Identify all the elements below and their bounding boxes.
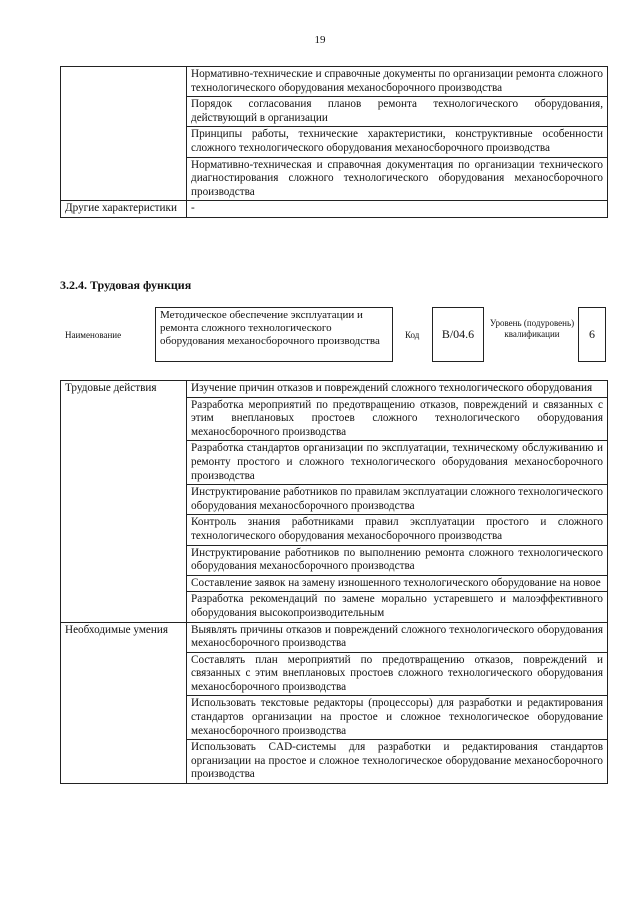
table-row [61,622,608,652]
function-name-value: Методическое обеспечение эксплуатации и ремонта сложного технологического оборудования механосборочного производства [155,307,393,362]
table-cell-empty [61,67,187,201]
knowledge-table [60,66,608,218]
labor-action-item: Инструктирование работников по выполнению ремонта сложного технологического оборудования механосборочного производства [187,545,608,575]
other-characteristics-value: - [187,201,608,218]
labor-action-item: Разработка стандартов организации по эксплуатации, техническому обслуживанию и ремонту простого и сложного технологического оборудования механосборочного производства [187,441,608,485]
other-characteristics-label: Другие характеристики [61,201,187,218]
table-cell: Нормативно-техническая и справочная документация по организации технического диагностирования сложного технологического оборудования механосборочного производства [187,157,608,201]
table-row [61,201,608,218]
code-label: Код [405,330,420,340]
qualification-level-value: 6 [578,307,606,362]
skill-item: Использовать CAD-системы для разработки и редактирования стандартов организации на простое и сложное технологическое оборудование механосборочного производства [187,740,608,784]
section-heading: 3.2.4. Трудовая функция [60,278,192,292]
labor-action-item: Разработка рекомендаций по замене морально устаревшего и малоэффективного оборудования высокопроизводительным [187,592,608,622]
labor-action-item: Составление заявок на замену изношенного технологического оборудование на новое [187,575,608,592]
skills-label: Необходимые умения [61,622,187,784]
name-label: Наименование [65,330,122,340]
skill-item: Составлять план мероприятий по предотвращению отказов, повреждений и связанных с этим внеплановых простоев сложного технологического оборудования механосборочного производства [187,652,608,696]
skill-item: Использовать текстовые редакторы (процессоры) для разработки и редактирования стандартов организации на простое и сложное технологическое оборудование механосборочного производства [187,696,608,740]
table-cell: Порядок согласования планов ремонта технологического оборудования, действующий в организации [187,97,608,127]
labor-action-item: Контроль знания работниками правил эксплуатации простого и сложного технологического оборудования механосборочного производства [187,515,608,545]
table-row [61,381,608,398]
qualification-level-label: Уровень (подуровень) квалификации [489,318,575,339]
table-cell: Нормативно-технические и справочные документы по организации ремонта сложного технологического оборудования механосборочного производства [187,67,608,97]
labor-action-item: Инструктирование работников по правилам эксплуатации сложного технологического оборудования механосборочного производства [187,485,608,515]
table-row [61,67,608,97]
labor-action-item: Разработка мероприятий по предотвращению отказов, повреждений и связанных с этим внеплановых простоев сложного технологического оборудования механосборочного производства [187,397,608,441]
function-code-value: B/04.6 [432,307,484,362]
page-number: 19 [314,34,326,46]
labor-function-table [60,380,608,784]
table-cell: Принципы работы, технические характеристики, конструктивные особенности сложного технологического оборудования механосборочного производства [187,127,608,157]
skill-item: Выявлять причины отказов и повреждений сложного технологического оборудования механосборочного производства [187,622,608,652]
labor-actions-label: Трудовые действия [61,381,187,623]
labor-action-item: Изучение причин отказов и повреждений сложного технологического оборудования [187,381,608,398]
